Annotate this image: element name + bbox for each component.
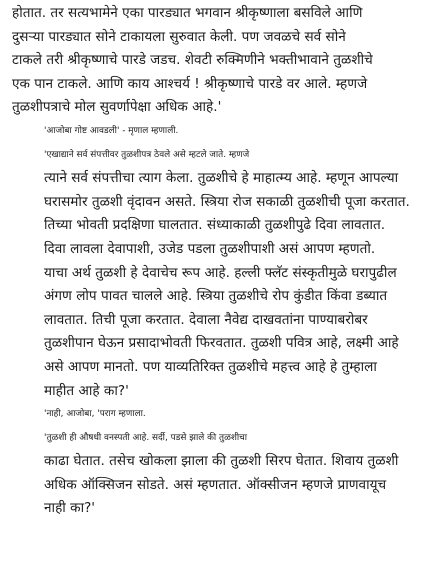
text-line: 'नाही, आजोबा, 'पराग म्हणाला. [44,409,146,420]
paragraph-mrunal-reply [12,120,414,144]
text-line: तुळशीपत्राचे मोल सुवर्णापेक्षा अधिक आहे.' [12,99,222,116]
text-line: 'एखाद्याने सर्व संपत्तीवर तुळशीपत्र ठेवले असे म्हटले जाते. म्हणजे [44,149,250,160]
text-line: 'आजोबा गोष्ट आवडली' - मृणाल म्हणाली. [44,125,179,136]
paragraph-story-ending [12,2,414,120]
text-line: घरासमोर तुळशी वृंदावन असते. स्त्रिया रोज सकाळी तुळशीची पूजा करतात. [44,193,410,210]
text-line: अंगण लोप पावत चालले आहे. स्त्रिया तुळशीचे रोप कुंडीत किंवा डब्यात [44,288,388,305]
text-line: तुळशीपान घेऊन प्रसादाभोवती फिरवतात. तुळशी पवित्र आहे, लक्ष्मी आहे [44,335,399,352]
text-line: त्याने सर्व संपत्तीचा त्याग केला. तुळशीचे हे माहात्म्य आहे. म्हणून आपल्या [44,170,399,187]
text-line: दिवा लावला देवापाशी, उजेड पडला तुळशीपाशी असं आपण म्हणतो. [44,240,376,257]
text-line: लावतात. तिची पूजा करतात. देवाला नैवेद्य दाखवतांना पाण्याबरोबर [44,311,368,328]
text-line: असे आपण मानतो. पण याव्यतिरिक्त तुळशीचे महत्त्व आहे हे तुम्हाला [44,358,377,375]
text-line: नाही का?' [44,500,96,517]
text-line: एक पान टाकले. आणि काय आश्चर्य ! श्रीकृष्णाचे पारडे वर आले. म्हणजे [12,75,368,92]
text-line: माहीत आहे का?' [44,382,129,399]
text-line: काढा घेतात. तसेच खोकला झाला की तुळशी सिरप घेतात. शिवाय तुळशी [44,453,399,470]
text-line: याचा अर्थ तुळशी हे देवाचेच रूप आहे. हल्ली फ्लॅट संस्कृतीमुळे घरापुढील [44,264,397,281]
text-line: तिच्या भोवती प्रदक्षिणा घालतात. संध्याकाळी तुळशीपुढे दिवा लावतात. [44,217,386,234]
paragraph-tulsi-significance [12,144,414,404]
paragraph-parag-reply [12,403,414,427]
text-line: होतात. तर सत्यभामेने एका पारड्यात भगवान श्रीकृष्णाला बसविले आणि [12,5,363,21]
text-line: अधिक ऑक्सिजन सोडते. असं म्हणतात. ऑक्सीजन म्हणजे प्राणवायूच [44,476,387,493]
text-line: 'तुळशी ही औषधी वनस्पती आहे. सर्दी, पडसे झाले की तुळशीचा [44,432,248,443]
paragraph-medicinal-use [12,427,414,521]
text-line: दुसऱ्या पारड्यात सोने टाकायला सुरुवात केली. पण जवळचे सर्व सोने [12,28,346,45]
text-line: टाकले तरी श्रीकृष्णाचे पारडे जडच. शेवटी रुक्मिणीने भक्तीभावाने तुळशीचे [12,52,373,69]
